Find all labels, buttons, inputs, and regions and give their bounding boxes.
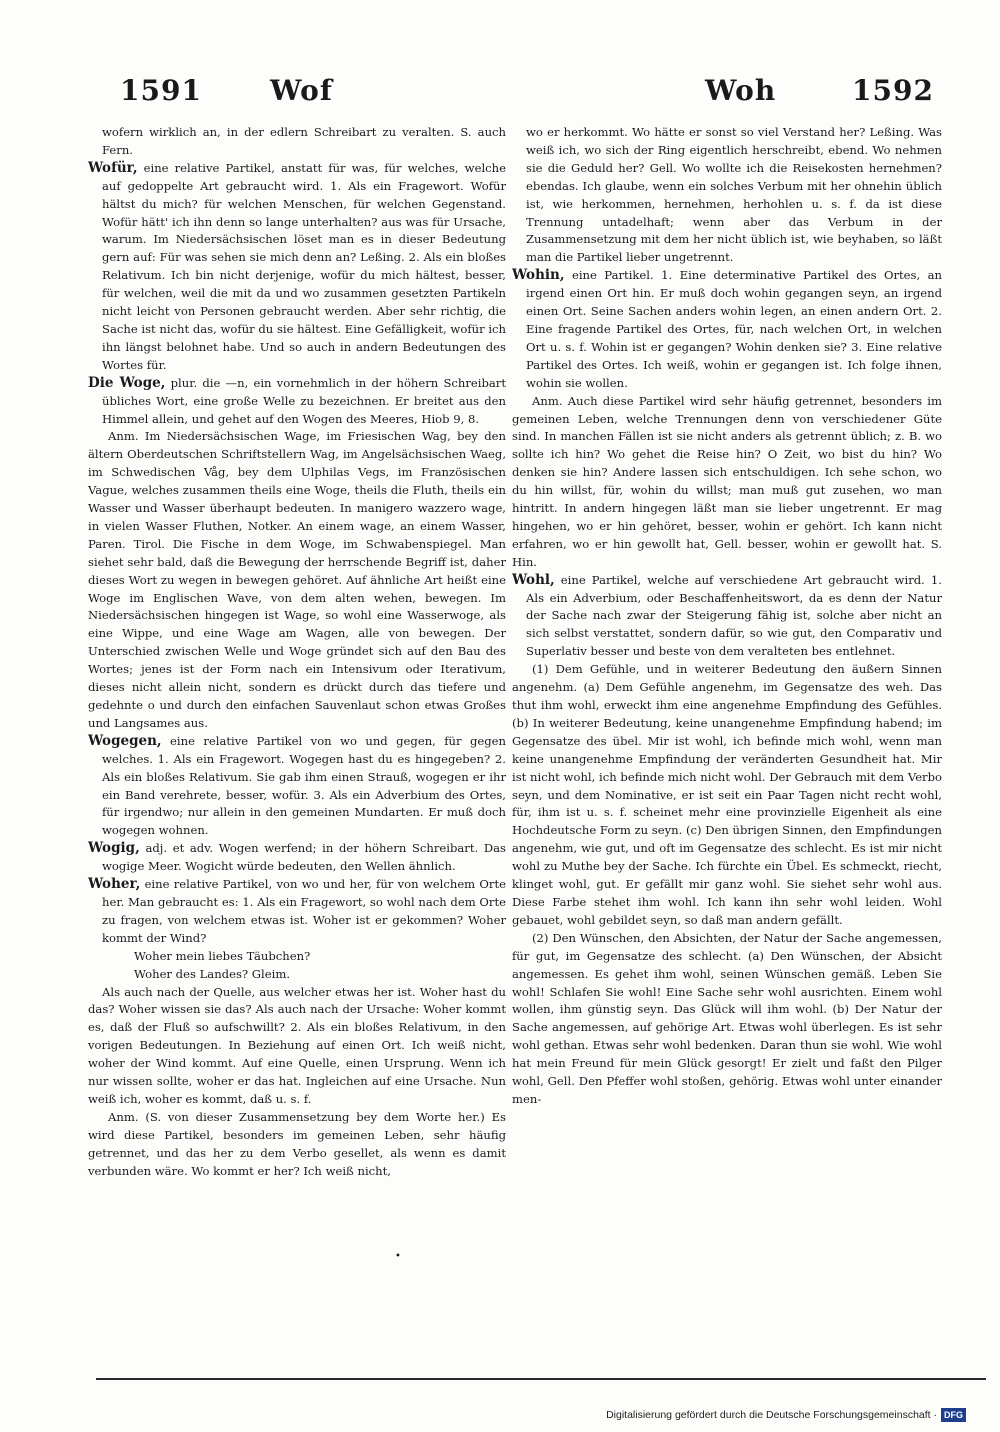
entry-paragraph [88,984,506,1109]
column-guide-word-left: Wof [270,74,333,107]
dictionary-entry [88,160,506,375]
entry-text: Woher des Landes? Gleim. [134,966,291,981]
dictionary-entry [88,876,506,948]
credit-text: Digitalisierung gefördert durch die Deutsche Forschungsgemeinschaft · [606,1409,937,1421]
entry-paragraph [512,393,942,572]
entry-headword: Die Woge, [88,374,166,391]
entry-text: (1) Dem Gefühle, und in weiterer Bedeutung den äußern Sinnen angenehm. (a) Dem Gefühle angenehm, im Gegensatze des weh. Das thut ihm wohl, erweckt ihm eine angenehme Empfindung des Gefühles. (b) In weiterer Bedeutung, keine unangenehme Empfindung habend; im Gegensatze des übel. Mir ist wohl, ich befinde mich wohl, wenn man keine unangenehme Empfindung der veränderten Gesundheit hat. Mir ist nicht wohl, ich befinde mich nicht wohl. Der Gebrauch mit dem Verbo seyn, und dem Nominative, er ist seit ein Paar Tagen nicht recht wohl, für, ihm ist u. s. f. scheinet mehr eine provinzielle Eigenheit als eine Hochdeutsche Form zu seyn. (c) Den übrigen Sinnen, den Empfindungen angenehm, wie gut, und oft im Gegensatze des schlecht. Es ist mir nicht wohl zu Muthe bey der Sache. Ich fürchte ein Übel. Es schmeckt, riecht, klinget wohl, gut. Er gefällt mir ganz wohl. Sie siehet sehr wohl aus. Diese Farbe stehet ihm wohl. Ich kann ihn sehr wohl leiden. Wohl gebauet, wohl gebildet seyn, so daß man andern gefällt. [512,662,942,927]
entry-headword: Wofür, [88,159,138,176]
entry-paragraph [88,428,506,732]
entry-headword: Wohin, [512,267,565,284]
entry-text: Woher mein liebes Täubchen? [134,948,311,963]
entry-paragraph [88,1109,506,1181]
entry-text: adj. et adv. Wogen werfend; in der höhern Schreibart. Das wogige Meer. Wogicht würde bedeuten, den Wellen ähnlich. [102,841,506,874]
verse-line [88,966,506,984]
entry-text: eine relative Partikel, von wo und her, für von welchem Orte her. Man gebraucht es: 1. Als ein Fragewort, so wohl nach dem Orte zu fragen, von welchem etwas ist. Woher ist er gekommen? Woher kommt der Wind? [102,877,506,945]
verse-line [88,948,506,966]
entry-text: Anm. Auch diese Partikel wird sehr häufig getrennet, besonders im gemeinen Leben, welche Trennungen denn von verschiedener Güte sind. In manchen Fällen ist sie nicht anders als getrennt üblich; z. B. wo sollte ich hin? Wo gehet die Reise hin? O Zeit, wo bist du hin? Wo denken sie hin? Andere lassen sich entschuldigen. Ich sehe schon, wo du hin willst, für, wohin du willst; man muß gut zusehen, wo man hintritt. In andern hingegen läßt man sie lieber ungetrennt. Er mag hingehen, wo er hin gehöret, besser, wohin er gehört. Ich kann nicht erfahren, wo er hin gewollt hat, Gell. besser, wohin er gewollt hat. S. Hin. [512,393,942,569]
left-column [88,124,506,1180]
digitization-credit [606,1406,966,1424]
entry-text: (2) Den Wünschen, den Absichten, der Natur der Sache angemessen, für gut, im Gegensatze des schlecht. (a) Den Wünschen, der Absicht angemessen. Es gehet ihm wohl, seinen Wünschen gemäß. Leben Sie wohl! Schlafen Sie wohl! Eine Sache sehr wohl ausrichten. Einem wohl wollen, ihm günstig seyn. Das Glück will ihm wohl. (b) Der Natur der Sache angemessen, auf gehörige Art. Etwas wohl überlegen. Es ist sehr wohl gethan. Etwas sehr wohl bedenken. Daran thun sie wohl. Wie wohl hat mein Freund für mein Glück gesorgt! Er zielt und faßt den Pilger wohl, Gell. Den Pfeffer wohl stoßen, gehörig. Etwas wohl unter einander men- [512,930,942,1106]
page-bottom-rule [96,1378,986,1380]
entry-text: plur. die —n, ein vornehmlich in der höhern Schreibart übliches Wort, eine große Welle zu bezeichnen. Er breitet aus den Himmel allein, und gehet auf den Wogen des Meeres, Hiob 9, 8. [102,375,506,426]
dictionary-entry [512,267,942,392]
entry-text: wo er herkommt. Wo hätte er sonst so viel Verstand her? Leßing. Was weiß ich, wo sich der Ring eigentlich herschreibt, ebend. Wo nehmen sie die Geduld her? Gell. Wo wollte ich die Reisekosten hernehmen? ebendas. Ich glaube, wenn ein solches Verbum mit her ohnehin üblich ist, wie herkommen, hernehmen, herhohlen u. s. f. da ist diese Trennung untadelhaft; wenn aber das Verbum in der Zusammensetzung mit dem her nicht üblich ist, wie beyhaben, so läßt man die Partikel lieber ungetrennt. [526,125,942,265]
entry-text: eine relative Partikel, anstatt für was, für welches, welche auf gedoppelte Art gebraucht wird. 1. Als ein Fragewort. Wofür hältst du mich? für welchen Menschen, für welchen Gegenstand. Wofür hätt' ich ihn denn so lange unterhalten? aus was für Ursache, warum. Im Niedersächsischen löset man es in dieser Bedeutung gern auf: Für was sehen sie mich denn an? Leßing. 2. Als ein bloßes Relativum. Ich bin nicht derjenige, wofür du mich hältest, besser, für welchen, weil die mit da und wo zusammen gesetzten Partikeln nicht leicht von Personen gebraucht werden. Aber sehr richtig, die Sache ist nicht das, wofür du sie hältest. Eine Gefälligkeit, wofür ich ihn längst belohnet habe. Und so auch in andern Bedeutungen des Wortes für. [102,160,506,372]
dictionary-entry [512,572,942,662]
dfg-logo: DFG [941,1408,966,1422]
entry-headword: Woher, [88,876,141,893]
entry-paragraph [512,661,942,930]
page-number-left: 1591 [120,74,202,107]
entry-text: wofern wirklich an, in der edlern Schreibart zu veralten. S. auch Fern. [102,125,506,157]
entry-paragraph [512,124,942,267]
entry-paragraph [88,124,506,160]
entry-headword: Wogegen, [88,732,162,749]
entry-text: eine relative Partikel von wo und gegen, für gegen welches. 1. Als ein Fragewort. Wogegen hast du es hingegeben? 2. Als ein bloßes Relativum. Sie gab ihm einen Strauß, wogegen er ihr ein Band verehrete, besser, wofür. 3. Als ein Adverbium des Ortes, für irgendwo; nur allein in den gemeinen Mundarten. Er muß doch wogegen wohnen. [102,733,506,838]
entry-text: eine Partikel, welche auf verschiedene Art gebraucht wird. 1. Als ein Adverbium, oder Beschaffenheitswort, da es denn der Natur der Sache nach zwar der Steigerung fähig ist, solche aber nicht an sich selbst verstattet, sondern dafür, so wie gut, den Comparativ und Superlativ besser und beste von dem veralteten bes entlehnet. [526,572,942,659]
entry-text: eine Partikel. 1. Eine determinative Partikel des Ortes, an irgend einen Ort hin. Er muß doch wohin gegangen seyn, an irgend einen Ort. Seine Sachen anders wohin legen, an einen andern Ort. 2. Eine fragende Partikel des Ortes, für, nach welchen Ort, in welchen Ort u. s. f. Wohin ist er gegangen? Wohin denken sie? 3. Eine relative Partikel des Ortes. Ich weiß, wohin er gegangen ist. Ich folge ihnen, wohin sie wollen. [526,268,942,390]
ornament-dot: • [395,1251,401,1262]
entry-text: Anm. (S. von dieser Zusammensetzung bey dem Worte her.) Es wird diese Partikel, besonders im gemeinen Leben, sehr häufig getrennet, und das her zu dem Verbo gesellet, als wenn es damit verbunden wäre. Wo kommt er her? Ich weiß nicht, [88,1109,506,1178]
entry-headword: Wohl, [512,571,555,588]
dictionary-entry [88,375,506,429]
entry-paragraph [512,930,942,1109]
dictionary-entry [88,733,506,840]
right-column [512,124,942,1109]
dictionary-entry [88,840,506,876]
entry-text: Als auch nach der Quelle, aus welcher etwas her ist. Woher hast du das? Woher wissen sie das? Als auch nach der Ursache: Woher kommt es, daß der Fluß so aufschwillt? 2. Als ein bloßes Relativum, in den vorigen Bedeutungen. In Beziehung auf einen Ort. Ich weiß nicht, woher der Wind kommt. Auf eine Quelle, einen Ursprung. Wenn ich nur wissen sollte, woher er das hat. Ingleichen auf eine Ursache. Nun weiß ich, woher es kommt, daß u. s. f. [88,984,506,1106]
entry-text: Anm. Im Niedersächsischen Wage, im Friesischen Wag, bey den ältern Oberdeutschen Schriftstellern Wag, im Angelsächsischen Waeg, im Schwedischen Våg, bey dem Ulphilas Vegs, im Französischen Vague, welches zusammen theils eine Woge, theils die Fluth, theils ein Wasser und Wasser überhaupt bedeuten. In manigero wazzero wage, in vielen Wasser Fluthen, Notker. An einem wage, an einem Wasser, Paren. Tirol. Die Fische in dem Woge, im Schwabenspiegel. Man siehet sehr bald, daß die Bewegung der herrschende Begriff ist, daher dieses Wort zu wegen in bewegen gehöret. Auf ähnliche Art heißt eine Woge im Englischen Wave, von dem alten wehen, bewegen. Im Niedersächsischen hingegen ist Wage, so wohl eine Wasserwoge, als eine Wippe, und eine Wage am Wagen, alle von bewegen. Der Unterschied zwischen Welle und Woge gründet sich auf den Bau des Wortes; jenes ist der Form nach ein Intensivum oder Iterativum, dieses nicht allein nicht, sondern es drückt durch das tiefere und gedehnte o und durch den einfachen Sauvenlaut schon etwas Großes und Langsames aus. [88,429,506,730]
page-number-right: 1592 [852,74,934,107]
column-guide-word-right: Woh [705,74,777,107]
entry-headword: Wogig, [88,840,140,857]
